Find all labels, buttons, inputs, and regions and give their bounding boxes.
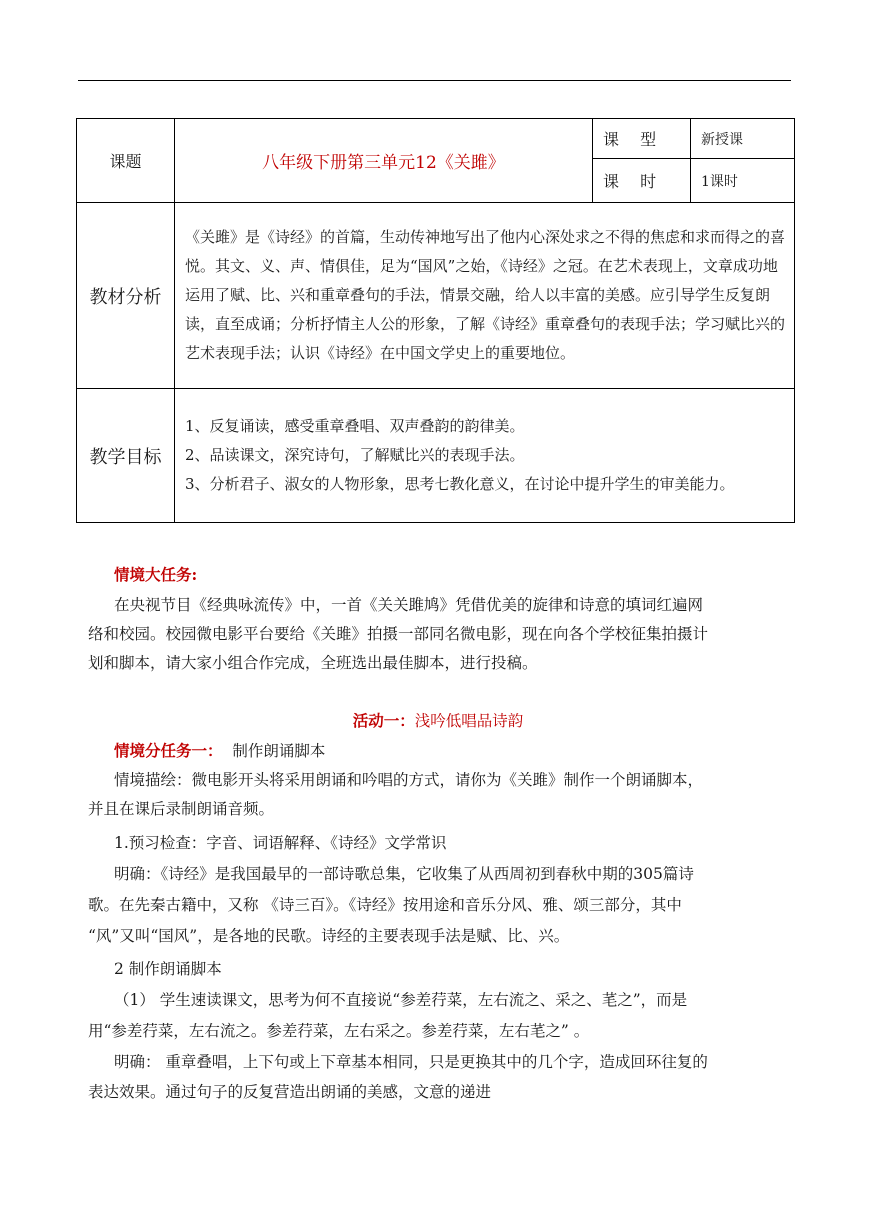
body-line: 明确：《诗经》是我国最早的一部诗歌总集，它收集了从西周初到春秋中期的305篇诗 [114,865,694,883]
goals-label: 教学目标 [77,389,175,523]
topic-label: 课题 [77,119,175,203]
task-line: 络和校园。校园微电影平台要给《关雎》拍摄一部同名微电影，现在向各个学校征集拍摄计 [88,625,709,643]
body-line: 歌。在先秦古籍中，又称 《诗三百》。《诗经》按用途和音乐分风、雅、颂三部分，其中 [88,896,682,914]
analysis-label: 教材分析 [77,203,175,389]
goal-item: 1、反复诵读，感受重章叠唱、双声叠韵的韵律美。 [185,417,525,435]
task-heading: 情境大任务: [114,565,198,584]
activity-title-rest: 浅吟低唱品诗韵 [414,712,524,730]
goal-item: 3、分析君子、淑女的人物形象，思考七教化意义，在讨论中提升学生的审美能力。 [185,475,735,493]
hours-label: 课 时 [593,159,691,203]
lesson-plan-table [76,118,795,523]
subtask-label: 情境分任务一： [114,741,223,760]
body-line: 用“参差荇菜，左右流之。参差荇菜，左右采之。参差荇菜，左右芼之” 。 [88,1022,590,1040]
body-line: （1） 学生速读课文，思考为何不直接说“参差荇菜，左右流之、采之、芼之”，而是 [114,991,688,1009]
goal-item: 2、品读课文，深究诗句，了解赋比兴的表现手法。 [185,446,525,464]
body-line: 明确： 重章叠唱，上下句或上下章基本相同，只是更换其中的几个字，造成回环往复的 [114,1053,708,1071]
body-line: 1.预习检查：字音、词语解释、《诗经》文学常识 [114,834,447,852]
body-line: 2 制作朗诵脚本 [114,960,222,978]
activity-title [88,709,788,731]
type-value: 新授课 [691,119,795,159]
subtask-row [114,739,325,761]
subtask-text: 制作朗诵脚本 [222,742,326,760]
task-line: 划和脚本，请大家小组合作完成，全班选出最佳脚本，进行投稿。 [88,654,538,672]
header-rule [78,80,791,81]
analysis-text: 《关雎》是《诗经》的首篇，生动传神地写出了他内心深处求之不得的焦虑和求而得之的喜悦。其文、义、声、情俱佳，足为“国风”之始，《诗经》之冠。在艺术表现上，文章成功地运用了赋、比、兴和重章叠句的手法，情景交融，给人以丰富的美感。应引导学生反复朗读，直至成诵；分析抒情主人公的形象，了解《诗经》重章叠句的表现手法；学习赋比兴的艺术表现手法；认识《诗经》在中国文学史上的重要地位。 [175,203,795,389]
body-line: 情境描绘：微电影开头将采用朗诵和吟唱的方式，请你为《关雎》制作一个朗诵脚本， [114,771,704,789]
goals-list [175,389,795,523]
activity-title-prefix: 活动一： [352,711,415,730]
type-label: 课 型 [593,119,691,159]
body-line: 并且在课后录制朗诵音频。 [88,800,275,818]
lesson-title: 八年级下册第三单元12《关雎》 [175,119,593,203]
hours-value: 1课时 [691,159,795,203]
body-line: “风”又叫“国风”，是各地的民歌。诗经的主要表现手法是赋、比、兴。 [88,927,570,945]
body-line: 表达效果。通过句子的反复营造出朗诵的美感，文意的递进 [88,1083,492,1101]
task-line: 在央视节目《经典咏流传》中，一首《关关雎鸠》凭借优美的旋律和诗意的填词红遍网 [114,596,704,614]
